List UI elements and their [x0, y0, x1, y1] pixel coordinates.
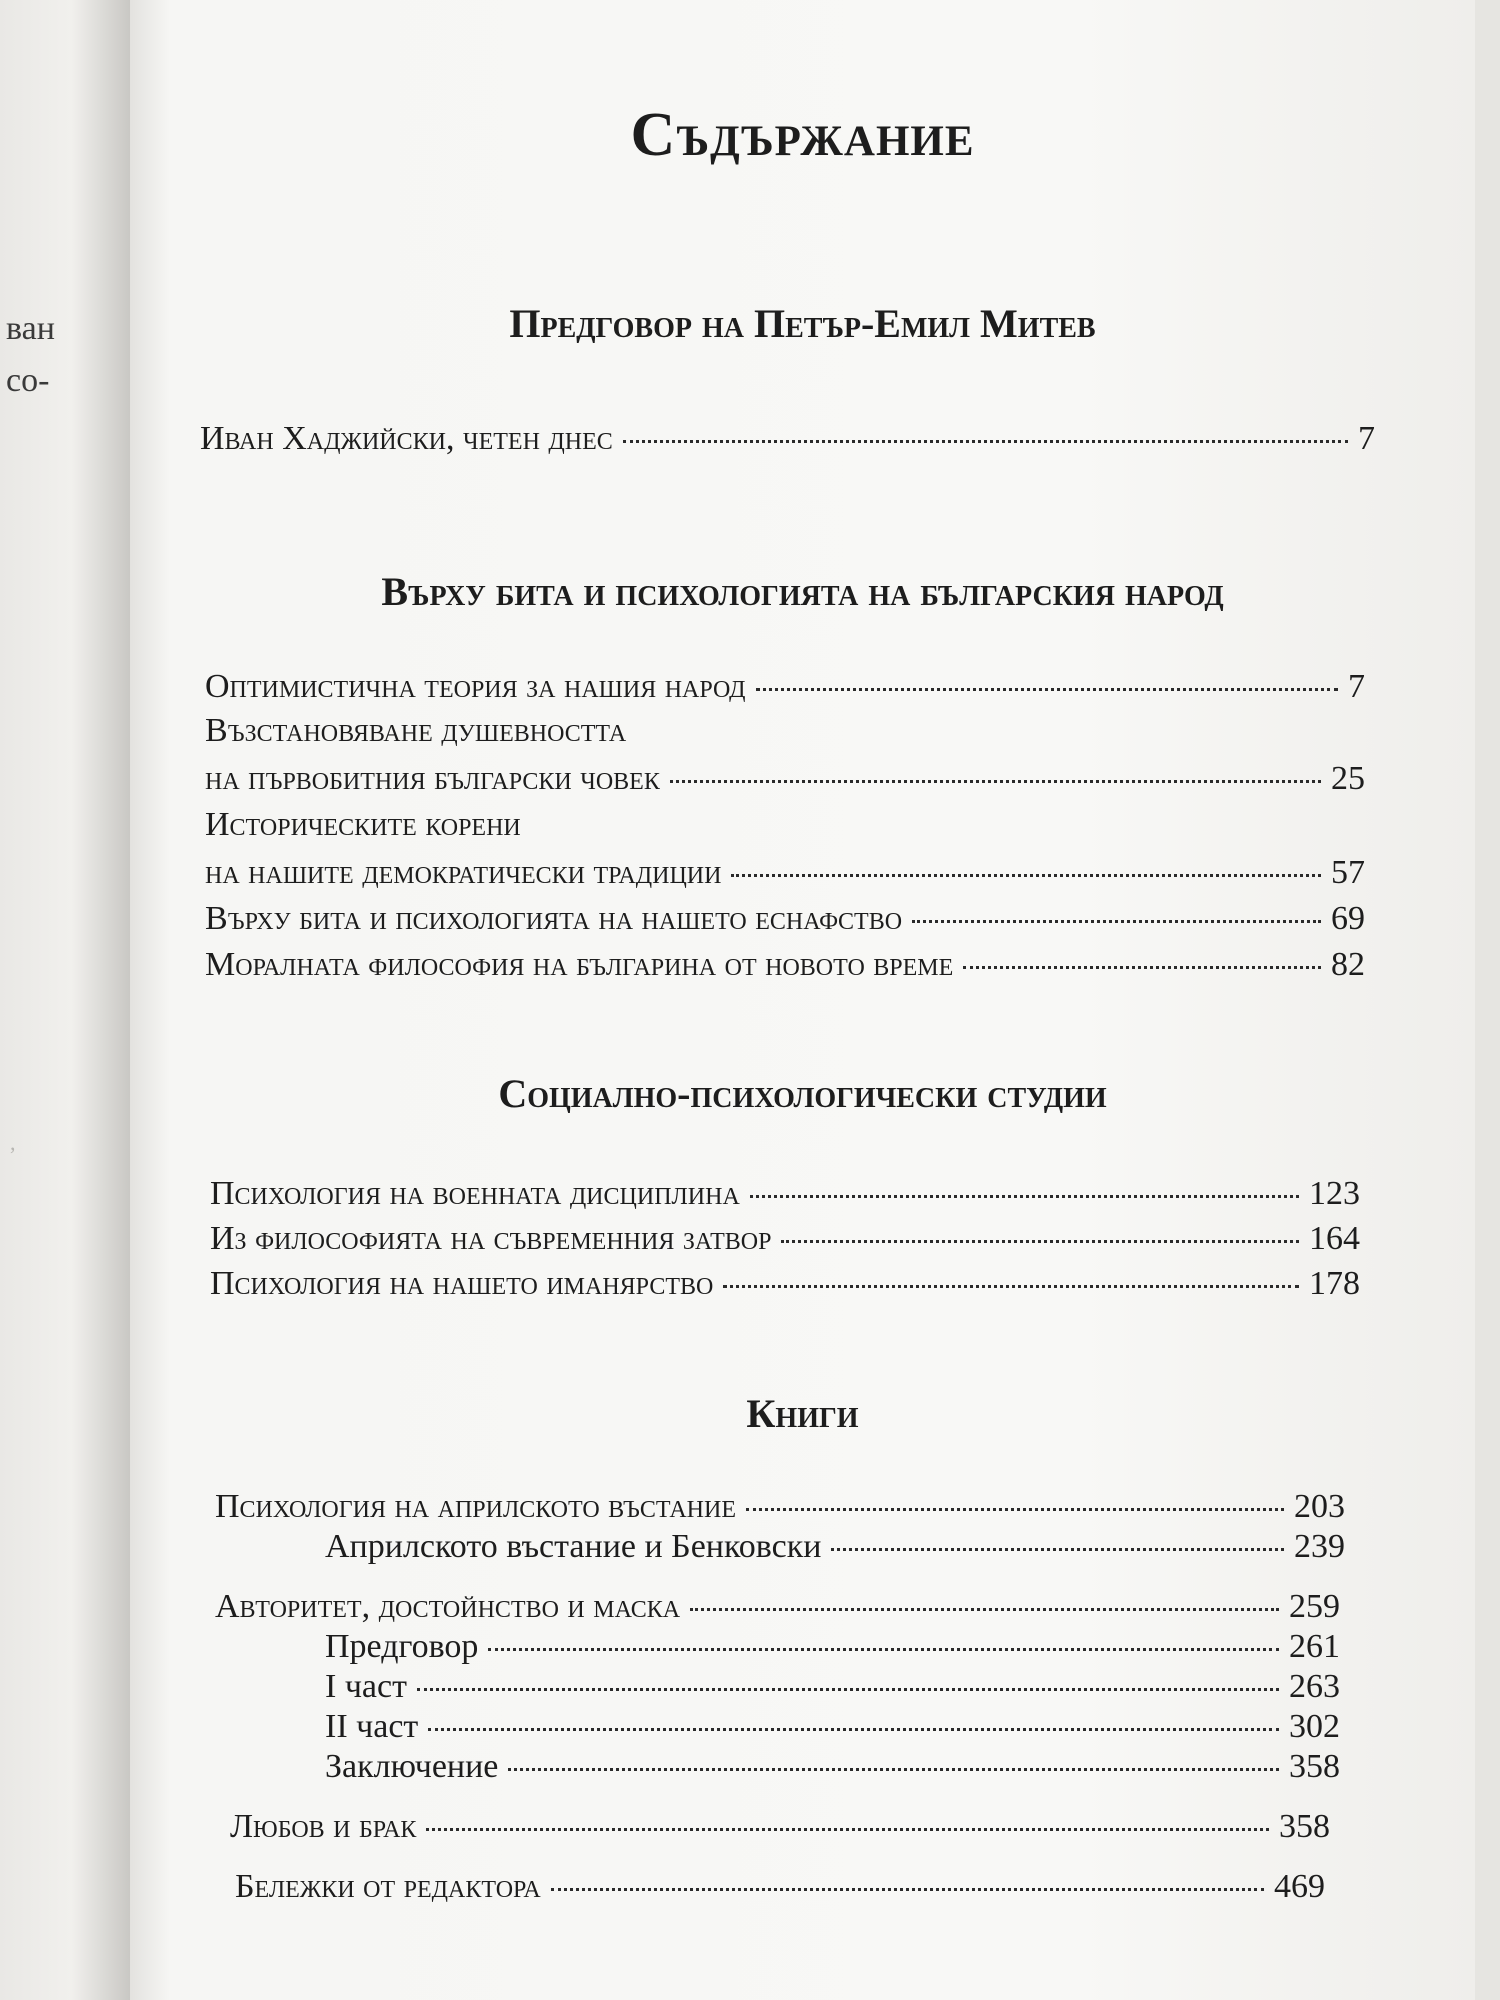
entry-page: 358 [1289, 1748, 1340, 1785]
entry-page: 123 [1309, 1175, 1360, 1212]
dot-leader [723, 1285, 1299, 1288]
toc-page [130, 0, 1475, 2000]
entry-title: Психология на военната дисциплина [210, 1175, 740, 1212]
entry-title-line1: Историческите корени [205, 806, 521, 843]
toc-subentry [325, 1528, 1345, 1566]
section-heading-books: Книги [746, 1391, 859, 1436]
dot-leader [831, 1548, 1284, 1551]
left-page-edge [0, 0, 130, 2000]
entry-page: 7 [1348, 668, 1365, 705]
entry-title: Из философията на съвременния затвор [210, 1220, 772, 1257]
entry-title: Бележки от редактора [235, 1868, 541, 1905]
entry-title: Психология на априлското въстание [215, 1488, 736, 1525]
toc-entry [205, 760, 1365, 798]
entry-page: 259 [1289, 1588, 1340, 1625]
entry-title: Предговор [325, 1628, 479, 1665]
dot-leader [750, 1195, 1299, 1198]
dot-leader [963, 966, 1321, 969]
toc-subentry [325, 1628, 1340, 1666]
toc-entry [210, 1175, 1360, 1213]
dot-leader [428, 1728, 1279, 1731]
entry-page: 302 [1289, 1708, 1340, 1745]
toc-subentry [325, 1708, 1340, 1746]
dot-leader [746, 1508, 1284, 1511]
entry-title: Оптимистична теория за нашия народ [205, 668, 746, 705]
dot-leader [670, 780, 1321, 783]
entry-title-line1: Възстановяване душевността [205, 712, 627, 749]
toc-entry [210, 1265, 1360, 1303]
dot-leader [756, 688, 1338, 691]
entry-page: 203 [1294, 1488, 1345, 1525]
entry-page: 164 [1309, 1220, 1360, 1257]
section-heading-daily-life: Върху бита и психологията на българския народ [381, 569, 1224, 614]
dot-leader [488, 1648, 1279, 1651]
section-heading-social-studies: Социално-психологически студии [498, 1071, 1107, 1116]
entry-page: 263 [1289, 1668, 1340, 1705]
entry-title: Върху бита и психологията на нашето еснафство [205, 900, 903, 937]
entry-title: Любов и брак [230, 1808, 417, 1845]
entry-page: 469 [1274, 1868, 1325, 1905]
dot-leader [912, 920, 1321, 923]
toc-entry [205, 946, 1365, 984]
toc-subentry [325, 1748, 1340, 1786]
dot-leader [426, 1828, 1269, 1831]
entry-title: Заключение [325, 1748, 499, 1785]
dot-leader [551, 1888, 1264, 1891]
left-page-mark: , [10, 1130, 16, 1155]
entry-title: Авторитет, достойнство и маска [215, 1588, 681, 1625]
entry-page: 358 [1279, 1808, 1330, 1845]
entry-page: 69 [1331, 900, 1365, 937]
toc-entry [205, 900, 1365, 938]
entry-page: 239 [1294, 1528, 1345, 1565]
section-heading-preface: Предговор на Петър-Емил Митев [509, 301, 1096, 346]
entry-page: 25 [1331, 760, 1365, 797]
entry-title: Иван Хаджийски, четен днес [200, 420, 613, 457]
entry-page: 178 [1309, 1265, 1360, 1302]
entry-title: Психология на нашето иманярство [210, 1265, 714, 1302]
page-title: Съдържание [630, 101, 975, 169]
entry-title: I част [325, 1668, 407, 1705]
toc-entry [200, 420, 1375, 458]
entry-title: Моралната философия на българина от новото време [205, 946, 954, 983]
background-strip [1475, 0, 1500, 2000]
dot-leader [508, 1768, 1279, 1771]
left-page-fragment: ван [6, 310, 55, 347]
dot-leader [623, 440, 1348, 443]
entry-title: II част [325, 1708, 419, 1745]
toc-subentry [325, 1668, 1340, 1706]
entry-title: Априлското въстание и Бенковски [325, 1528, 822, 1565]
entry-page: 261 [1289, 1628, 1340, 1665]
entry-title: на първобитния български човек [205, 760, 660, 797]
toc-entry [205, 854, 1365, 892]
left-page-fragment: со- [6, 362, 50, 399]
dot-leader [417, 1688, 1279, 1691]
toc-entry [205, 668, 1365, 706]
toc-entry [230, 1808, 1330, 1846]
toc-entry [210, 1220, 1360, 1258]
entry-title: на нашите демократически традиции [205, 854, 722, 891]
dot-leader [690, 1608, 1279, 1611]
toc-entry [215, 1588, 1340, 1626]
entry-page: 7 [1358, 420, 1375, 457]
dot-leader [731, 874, 1321, 877]
dot-leader [781, 1240, 1299, 1243]
entry-page: 57 [1331, 854, 1365, 891]
entry-page: 82 [1331, 946, 1365, 983]
toc-entry [215, 1488, 1345, 1526]
toc-entry [235, 1868, 1325, 1906]
